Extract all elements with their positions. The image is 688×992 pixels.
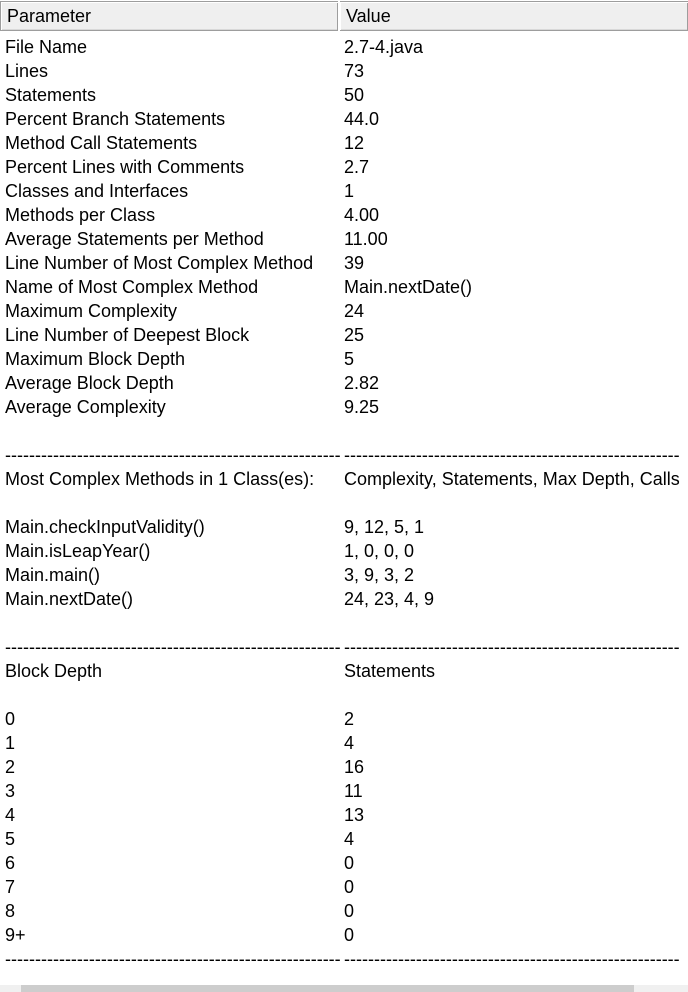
block-depth-heading-right: Statements xyxy=(344,661,436,681)
metric-row xyxy=(0,251,688,275)
separator-dashes-right: -------------------------------------------------------- xyxy=(344,949,680,969)
metrics-content xyxy=(0,35,688,971)
method-row xyxy=(0,587,688,611)
block-depth-statements: 0 xyxy=(344,853,355,873)
separator-row xyxy=(0,443,688,467)
block-depth-row xyxy=(0,731,688,755)
column-header-value-label: Value xyxy=(346,5,391,26)
block-depth-row xyxy=(0,851,688,875)
block-depth-level: 2 xyxy=(5,757,16,777)
block-depth-level: 0 xyxy=(5,709,16,729)
metric-row xyxy=(0,371,688,395)
metric-label: Percent Lines with Comments xyxy=(5,157,245,177)
block-depth-row xyxy=(0,899,688,923)
block-depth-level: 4 xyxy=(5,805,16,825)
separator-dashes-left: -------------------------------------------------------- xyxy=(5,445,341,465)
block-depth-row xyxy=(0,827,688,851)
column-header-parameter[interactable] xyxy=(0,1,338,31)
metric-value: 44.0 xyxy=(344,109,380,129)
block-depth-statements: 13 xyxy=(344,805,365,825)
separator-dashes-right: -------------------------------------------------------- xyxy=(344,637,680,657)
most-complex-methods-list xyxy=(0,515,688,611)
metric-value: 2.7 xyxy=(344,157,370,177)
spacer-row xyxy=(0,491,688,515)
block-depth-row xyxy=(0,779,688,803)
metric-row xyxy=(0,35,688,59)
block-depth-statements: 4 xyxy=(344,829,355,849)
method-row xyxy=(0,539,688,563)
metric-value: 39 xyxy=(344,253,365,273)
metric-row xyxy=(0,275,688,299)
column-header-parameter-label: Parameter xyxy=(7,5,92,26)
separator-dashes-left: -------------------------------------------------------- xyxy=(5,949,341,969)
method-stats: 24, 23, 4, 9 xyxy=(344,589,435,609)
block-depth-statements: 2 xyxy=(344,709,355,729)
metric-value: 4.00 xyxy=(344,205,380,225)
metric-label: File Name xyxy=(5,37,88,57)
block-depth-statements: 4 xyxy=(344,733,355,753)
block-depth-heading-row xyxy=(0,659,688,683)
spacer-row xyxy=(0,611,688,635)
method-stats: 3, 9, 3, 2 xyxy=(344,565,415,585)
metric-label: Name of Most Complex Method xyxy=(5,277,259,297)
block-depth-level: 9+ xyxy=(5,925,26,945)
separator-dashes-right: -------------------------------------------------------- xyxy=(344,445,680,465)
metric-label: Line Number of Deepest Block xyxy=(5,325,250,345)
metric-value: Main.nextDate() xyxy=(344,277,473,297)
method-stats: 9, 12, 5, 1 xyxy=(344,517,425,537)
metric-value: 73 xyxy=(344,61,365,81)
metric-label: Methods per Class xyxy=(5,205,156,225)
metric-row xyxy=(0,59,688,83)
metrics-list xyxy=(0,35,688,419)
metric-row xyxy=(0,395,688,419)
separator-row xyxy=(0,947,688,971)
metric-row xyxy=(0,83,688,107)
metric-value: 25 xyxy=(344,325,365,345)
column-header-value[interactable] xyxy=(340,1,688,31)
block-depth-heading-left: Block Depth xyxy=(5,661,103,681)
column-header xyxy=(0,1,688,31)
metric-value: 12 xyxy=(344,133,365,153)
metric-row xyxy=(0,299,688,323)
block-depth-level: 5 xyxy=(5,829,16,849)
block-depth-level: 8 xyxy=(5,901,16,921)
block-depth-statements: 0 xyxy=(344,877,355,897)
metric-value: 2.7-4.java xyxy=(344,37,424,57)
metric-label: Lines xyxy=(5,61,49,81)
metric-label: Average Complexity xyxy=(5,397,166,417)
metric-value: 1 xyxy=(344,181,355,201)
method-name: Main.checkInputValidity() xyxy=(5,517,205,537)
most-complex-heading-right: Complexity, Statements, Max Depth, Calls xyxy=(344,469,680,489)
metric-value: 11.00 xyxy=(344,229,388,249)
block-depth-statements: 16 xyxy=(344,757,365,777)
spacer-row xyxy=(0,683,688,707)
metric-row xyxy=(0,107,688,131)
metric-row xyxy=(0,131,688,155)
method-row xyxy=(0,563,688,587)
metric-label: Maximum Complexity xyxy=(5,301,178,321)
most-complex-heading-row xyxy=(0,467,688,491)
metric-row xyxy=(0,323,688,347)
metric-label: Statements xyxy=(5,85,97,105)
metric-row xyxy=(0,179,688,203)
method-name: Main.main() xyxy=(5,565,101,585)
metric-label: Method Call Statements xyxy=(5,133,198,153)
block-depth-level: 3 xyxy=(5,781,16,801)
metric-value: 50 xyxy=(344,85,365,105)
block-depth-statements: 11 xyxy=(344,781,363,801)
metrics-window xyxy=(0,1,688,971)
block-depth-statements: 0 xyxy=(344,925,355,945)
separator-dashes-left: -------------------------------------------------------- xyxy=(5,637,341,657)
metric-row xyxy=(0,155,688,179)
metric-label: Maximum Block Depth xyxy=(5,349,186,369)
metric-row xyxy=(0,203,688,227)
metric-label: Line Number of Most Complex Method xyxy=(5,253,314,273)
block-depth-list xyxy=(0,707,688,947)
spacer-row xyxy=(0,419,688,443)
block-depth-level: 7 xyxy=(5,877,16,897)
method-name: Main.nextDate() xyxy=(5,589,134,609)
block-depth-row xyxy=(0,875,688,899)
metric-label: Average Block Depth xyxy=(5,373,174,393)
most-complex-heading-left: Most Complex Methods in 1 Class(es): xyxy=(5,469,315,489)
metric-value: 2.82 xyxy=(344,373,380,393)
separator-row xyxy=(0,635,688,659)
block-depth-statements: 0 xyxy=(344,901,355,921)
block-depth-row xyxy=(0,707,688,731)
metric-label: Percent Branch Statements xyxy=(5,109,226,129)
block-depth-level: 1 xyxy=(5,733,16,753)
metric-label: Classes and Interfaces xyxy=(5,181,189,201)
block-depth-row xyxy=(0,803,688,827)
metric-value: 24 xyxy=(344,301,365,321)
method-stats: 1, 0, 0, 0 xyxy=(344,541,415,561)
metric-row xyxy=(0,347,688,371)
method-row xyxy=(0,515,688,539)
metric-label: Average Statements per Method xyxy=(5,229,264,249)
block-depth-row xyxy=(0,755,688,779)
metric-row xyxy=(0,227,688,251)
block-depth-level: 6 xyxy=(5,853,16,873)
block-depth-row xyxy=(0,923,688,947)
metric-value: 5 xyxy=(344,349,355,369)
method-name: Main.isLeapYear() xyxy=(5,541,151,561)
metric-value: 9.25 xyxy=(344,397,380,417)
